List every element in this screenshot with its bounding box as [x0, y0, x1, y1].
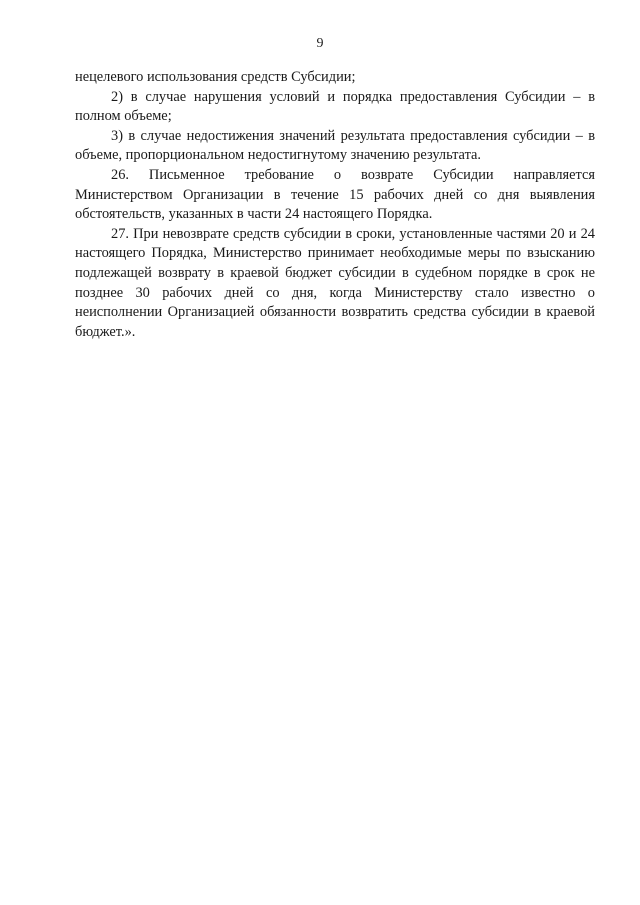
- paragraph-continuation: нецелевого использования средств Субсидии;: [75, 69, 356, 85]
- paragraph-item-3: 3) в случае недостижения значений результата предоставления субсидии – в объеме, пропорциональном недостигнутому значению результата.: [75, 127, 595, 164]
- paragraph-clause-27: 27. При невозврате средств субсидии в сроки, установленные частями 20 и 24 настоящего Порядка, Министерство принимает необходимые меры по взысканию подлежащей возврату в краевой бюджет субсидии в судебном порядке в срок не позднее 30 рабочих дней со дня, когда Министерству стало известно о неисполнении Организацией обязанности возвратить средства субсидии в краевой бюджет.».: [75, 225, 595, 340]
- paragraph-clause-26: 26. Письменное требование о возврате Субсидии направляется Министерством Организации в течение 15 рабочих дней со дня выявления обстоятельств, указанных в части 24 настоящего Порядка.: [75, 166, 595, 223]
- page-number: 9: [316, 36, 324, 51]
- document-body: [75, 68, 595, 342]
- paragraph-item-2: 2) в случае нарушения условий и порядка предоставления Субсидии – в полном объеме;: [75, 88, 595, 125]
